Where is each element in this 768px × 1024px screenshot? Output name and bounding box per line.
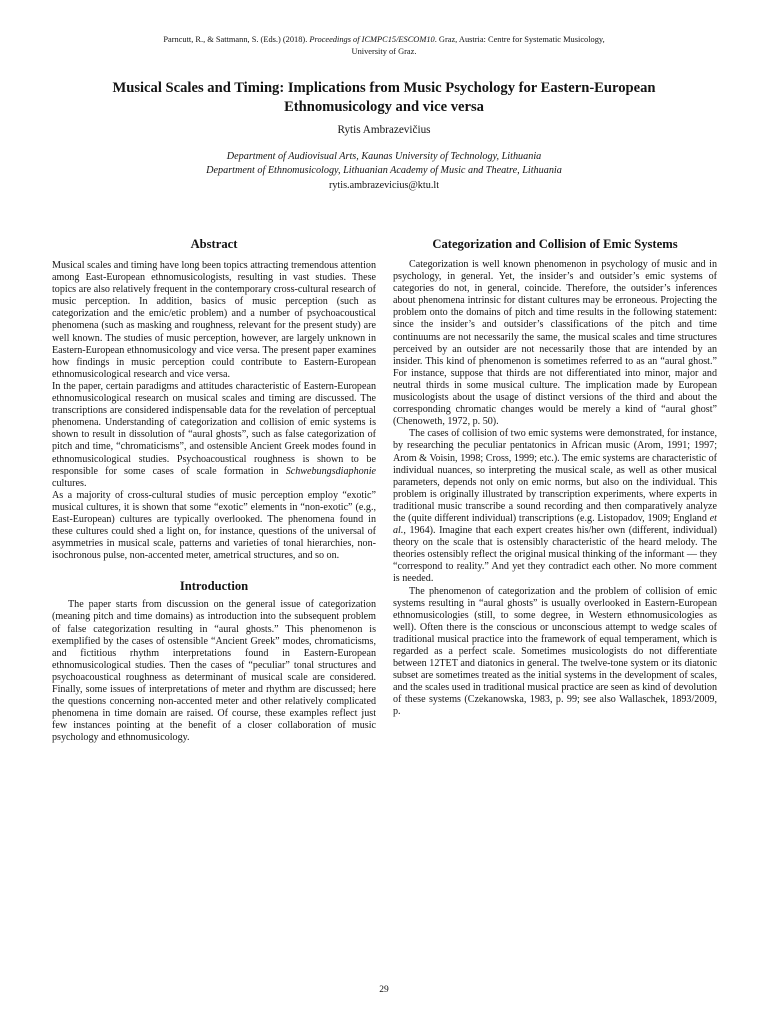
abstract-paragraph-2: In the paper, certain paradigms and attitudes characteristic of Eastern-European ethnomusicological research on musical scales and timing are discussed. The transcriptions are considered indispensable data for the revelation of perceptual phenomena. Understanding of categorization and collision of emic systems is shown to result in dissolution of “aural ghosts”, such as false categorization of pitch and time, “chromaticisms”, and ostensible Ancient Greek modes found in ethnomusicological studies. Psychoacoustical roughness is shown to be responsible for some cases of scale formation in Schwebungsdiaphonie cultures. [52, 380, 376, 489]
paper-title: Musical Scales and Timing: Implications from Music Psychology for Eastern-European Ethnomusicology and vice versa [112, 80, 656, 115]
header-line-1: Parncutt, R., & Sattmann, S. (Eds.) (2018). Proceedings of ICMPC15/ESCOM10. Graz, Austria: Centre for Systematic Musicology, [163, 35, 605, 44]
left-column [52, 236, 376, 744]
header-line-2: University of Graz. [351, 47, 417, 56]
right-column [393, 236, 717, 719]
abstract-heading: Abstract [190, 237, 238, 251]
categorization-paragraph-3: The phenomenon of categorization and the problem of collision of emic systems resulting in “aural ghosts” is usually overlooked in Eastern-European ethnomusicologies (still, to some degree, in Western ethnomusicologies as well). Often there is the conscious or unconscious attempt to wedge scales of traditional musical practice into the framework of equal temperament, which is regarded as a perfect scale. Sometimes musicologists do not differentiate between 12TET and diatonics in general. The twelve-tone system or its diatonic subset are sometimes treated as the initial systems in the development of scales, and the scales used in traditional musical practice are seen as kind of devolution of these systems (Czekanowska, 1983, p. 99; see also Wallaschek, 1893/2009, p. [393, 585, 717, 718]
affiliation-2: Department of Ethnomusicology, Lithuanian Academy of Music and Theatre, Lithuania [206, 165, 562, 176]
categorization-heading: Categorization and Collision of Emic Systems [432, 237, 678, 251]
categorization-paragraph-2: The cases of collision of two emic systems were demonstrated, for instance, by researching the peculiar pentatonics in African music (Arom, 1991; 1997; Arom & Voisin, 1998; Cross, 1999; etc.). The emic systems are characteristic of individual nuances, so interpreting the musical scale, as well as other musical parameters, depends not only on emic norms, but also on the individual. This problem is originally illustrated by transcription experiments, where experts in traditional music transcribe a sound recording and then comparatively analyze the (quite different individual) transcriptions (e.g. Listopadov, 1909; England et al., 1964). Imagine that each expert creates his/her own (different, individual) theory on the scale that is ostensibly characteristic of the heard melody. The theories ostensibly reflect the original musical thinking of the informant — they “correspond to reality.” And yet they contradict each other. No more comment is needed. [393, 428, 717, 585]
affiliations [60, 150, 708, 178]
abstract-paragraph-1: Musical scales and timing have long been topics attracting tremendous attention among East-European ethnomusicologists, resulting in vast studies. These topics are also relatively frequent in the contemporary cross-cultural research of music perception. In addition, basics of music perception (such as categorization and the emic/etic problem) and a number of psychoacoustical phenomena (such as masking and roughness, relevant for the present study) are well known. The studies of music perception, however, are largely unknown in Eastern-European ethnomusicology and vice versa. The present paper examines how findings in music perception could contribute to Eastern-European ethnomusicological research and vice versa. [52, 260, 376, 380]
author-name: Rytis Ambrazevičius [337, 124, 431, 136]
author-email: rytis.ambrazevicius@ktu.lt [328, 180, 440, 191]
affiliation-1: Department of Audiovisual Arts, Kaunas University of Technology, Lithuania [226, 151, 542, 162]
introduction-paragraph: The paper starts from discussion on the general issue of categorization (meaning pitch and time domains) as introduction into the subsequent problem of false categorization resulting in “aural ghosts.” This phenomenon is exemplified by the cases of ostensible “Ancient Greek” modes, chromaticisms, and fictitious rhythm interpretations found in Eastern-European ethnomusicological studies. Then the cases of “peculiar” tonal structures and psychoacoustical roughness as determinant of musical scale are considered. Finally, some issues of interpretations of meter and rhythm are discussed; here the questions concerning non-accented meter and other relatively complicated phenomena in time domain are raised. Of course, these examples reflect just few instances pointing at the benefit of a closer collaboration of music psychology and ethnomusicology. [52, 599, 376, 744]
introduction-heading: Introduction [179, 579, 249, 594]
running-header [80, 34, 688, 58]
page-number: 29 [379, 985, 389, 995]
categorization-paragraph-1: Categorization is well known phenomenon in psychology of music and in psychology, in general. Yet, the insider’s and outsider’s emic systems of categories do not, in general, coincide. Therefore, the outsider’s inferences about phenomena intrinsic for distant cultures may be erroneous. Projecting the problem onto the domains of pitch and time results in the following statement: since the insider’s and outsider’s classifications of the pitch and time continuums are not necessarily the same, the musical scales and time structures perceived by an outsider are not necessarily those that are intended by an insider. This kind of phenomenon is sometimes referred to as an “aural ghost.” For instance, suppose that thirds are not differentiated into minor, major and neutral thirds in some musical culture. The implication made by European musicologists about the usage of distinct versions of the third and about the corresponding chromatic changes would be merely a kind of “aural ghost” (Chenoweth, 1972, p. 50). [393, 259, 717, 428]
abstract-paragraph-3: As a majority of cross-cultural studies of music perception employ “exotic” musical cultures, it is shown that some “exotic” elements in “non-exotic” (e.g., East-European) cultures are typically overlooked. The phenomena found in these cultures could shed a light on, for instance, questions of the universal of asymmetries in musical scale, patterns and varieties of tonal hierarchies, non-isochronous pulse, non-accented meter, ametrical structures, and so on. [52, 489, 376, 562]
